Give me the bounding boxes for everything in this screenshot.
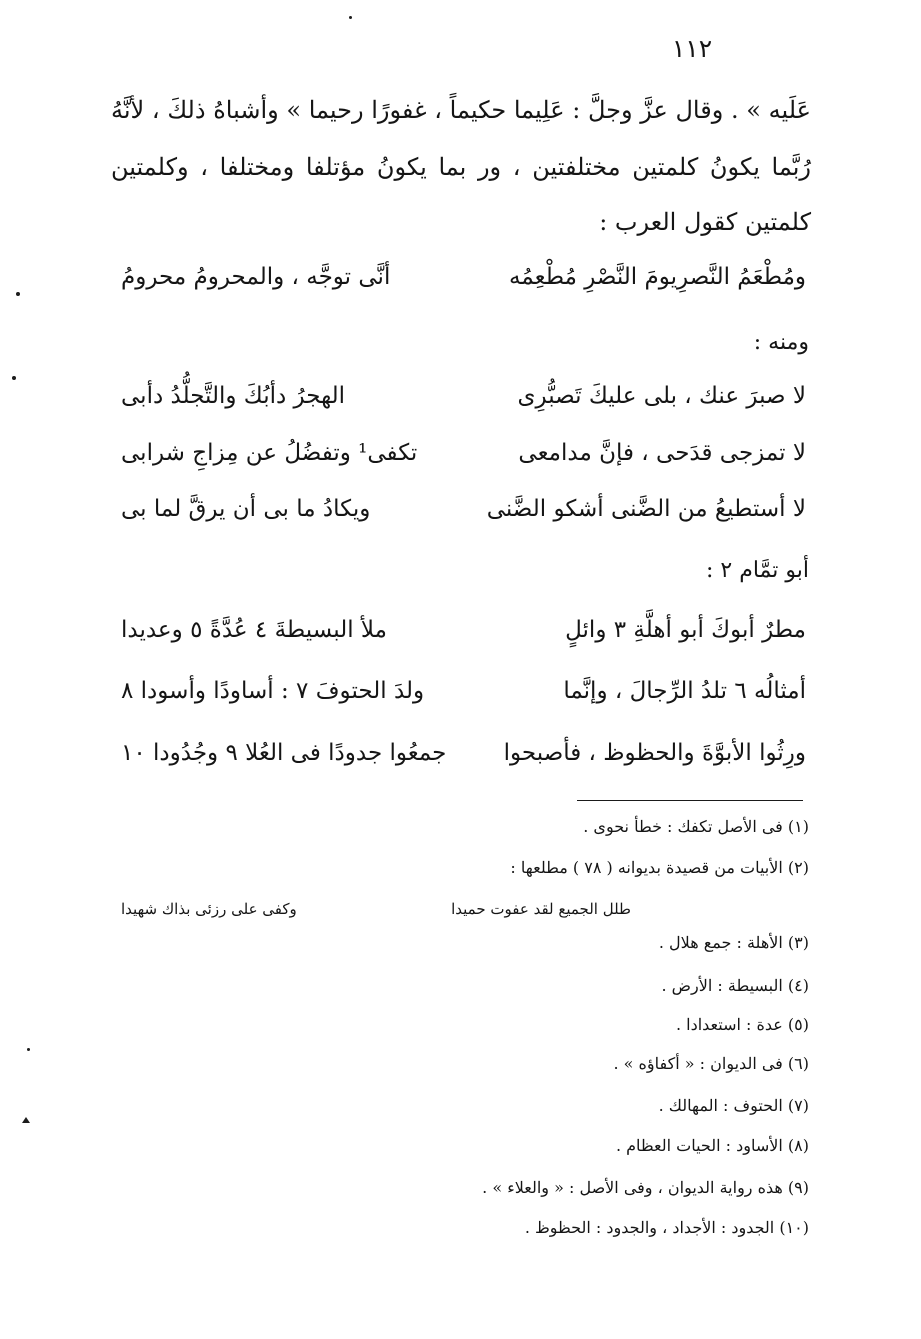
poetry-verse [121, 264, 806, 304]
footnote: (٥) عدة : استعدادا . [675, 1015, 809, 1034]
verse-introduction: ومنه : [753, 330, 809, 355]
verse-second-hemistich: ولدَ الحتوفَ ٧ : أساودًا وأسودا ٨ [121, 678, 425, 704]
verse-second-hemistich: جمعُوا جدودًا فى العُلا ٩ وجُدُودا ١٠ [121, 740, 447, 766]
scan-speck [27, 1048, 30, 1051]
verse-second-hemistich: أنَّى توجَّه ، والمحرومُ محرومُ [121, 264, 391, 290]
scan-speck [22, 1117, 30, 1123]
page-number: ١١٢ [671, 34, 713, 63]
verse-second-hemistich: تكفى¹ وتفضُلُ عن مِزاجِ شرابى [121, 440, 418, 466]
verse-first-hemistich: ورِثُوا الأبوَّةَ والحظوظ ، فأصبحوا [503, 740, 806, 766]
footnote-verse [121, 900, 631, 922]
verse-second-hemistich: ويكادُ ما بى أن يرقَّ لما بى [121, 496, 371, 522]
verse-first-hemistich: طلل الجميع لقد عفوت حميدا [451, 900, 631, 918]
footnote: (٤) البسيطة : الأرض . [661, 976, 809, 995]
verse-introduction: أبو تمَّام ٢ : [706, 558, 809, 583]
verse-first-hemistich: مطرٌ أبوكَ أبو أهلَّةِ ٣ وائلٍ [565, 617, 806, 643]
verse-second-hemistich: ملأ البسيطةَ ٤ عُدَّةً ٥ وعديدا [121, 617, 387, 643]
scan-speck [12, 376, 16, 380]
poetry-verse [121, 383, 806, 423]
poetry-verse [121, 740, 806, 780]
prose-line: كلمتين كقول العرب : [599, 208, 811, 236]
footnote: (١) فى الأصل تكفك : خطأ نحوى . [583, 817, 809, 836]
verse-second-hemistich: وكفى على رزئى بذاك شهيدا [121, 900, 297, 918]
footnote: (٨) الأساود : الحيات العظام . [615, 1136, 809, 1155]
footnote: (٩) هذه رواية الديوان ، وفى الأصل : « والعلاء » . [482, 1178, 809, 1197]
poetry-verse [121, 617, 806, 657]
verse-first-hemistich: لا تمزجى قدَحى ، فإنَّ مدامعى [518, 440, 806, 466]
footnote: (٧) الحتوف : المهالك . [658, 1096, 809, 1115]
verse-first-hemistich: لا صبرَ عنك ، بلى عليكَ تَصبُّرِى [517, 383, 806, 409]
verse-first-hemistich: أمثالُه ٦ تلدُ الرِّجالَ ، وإنَّما [563, 678, 806, 704]
scan-speck [16, 292, 20, 296]
footnote-separator [577, 800, 803, 801]
verse-first-hemistich: لا أستطيعُ من الضَّنى أشكو الضَّنى [486, 496, 806, 522]
prose-line: عَلَيه » . وقال عزَّ وجلَّ : عَلِيما حكيماً ، غفورًا رحيما » وأشباهُ ذلكَ ، لأنَّهُ [111, 96, 811, 124]
poetry-verse [121, 678, 806, 718]
scan-speck [349, 16, 352, 19]
footnote: (٣) الأهلة : جمع هلال . [658, 933, 809, 952]
poetry-verse [121, 496, 806, 536]
poetry-verse [121, 440, 806, 480]
footnote: (٦) فى الديوان : « أكفاؤه » . [613, 1054, 809, 1073]
verse-first-hemistich: ومُطْعَمُ النَّصرِيومَ النَّصْرِ مُطْعِمُه [508, 264, 806, 290]
verse-second-hemistich: الهجرُ دأبُكَ والتَّجلُّدُ دأبى [121, 383, 346, 409]
footnote: (٢) الأبيات من قصيدة بديوانه ( ٧٨ ) مطلعها : [510, 858, 809, 877]
footnote: (١٠) الجدود : الأجداد ، والجدود : الحظوظ . [524, 1218, 809, 1237]
prose-line: رُبَّما يكونُ كلمتين مختلفتين ، ور بما يكونُ مؤتلفا ومختلفا ، وكلمتين [111, 153, 811, 181]
